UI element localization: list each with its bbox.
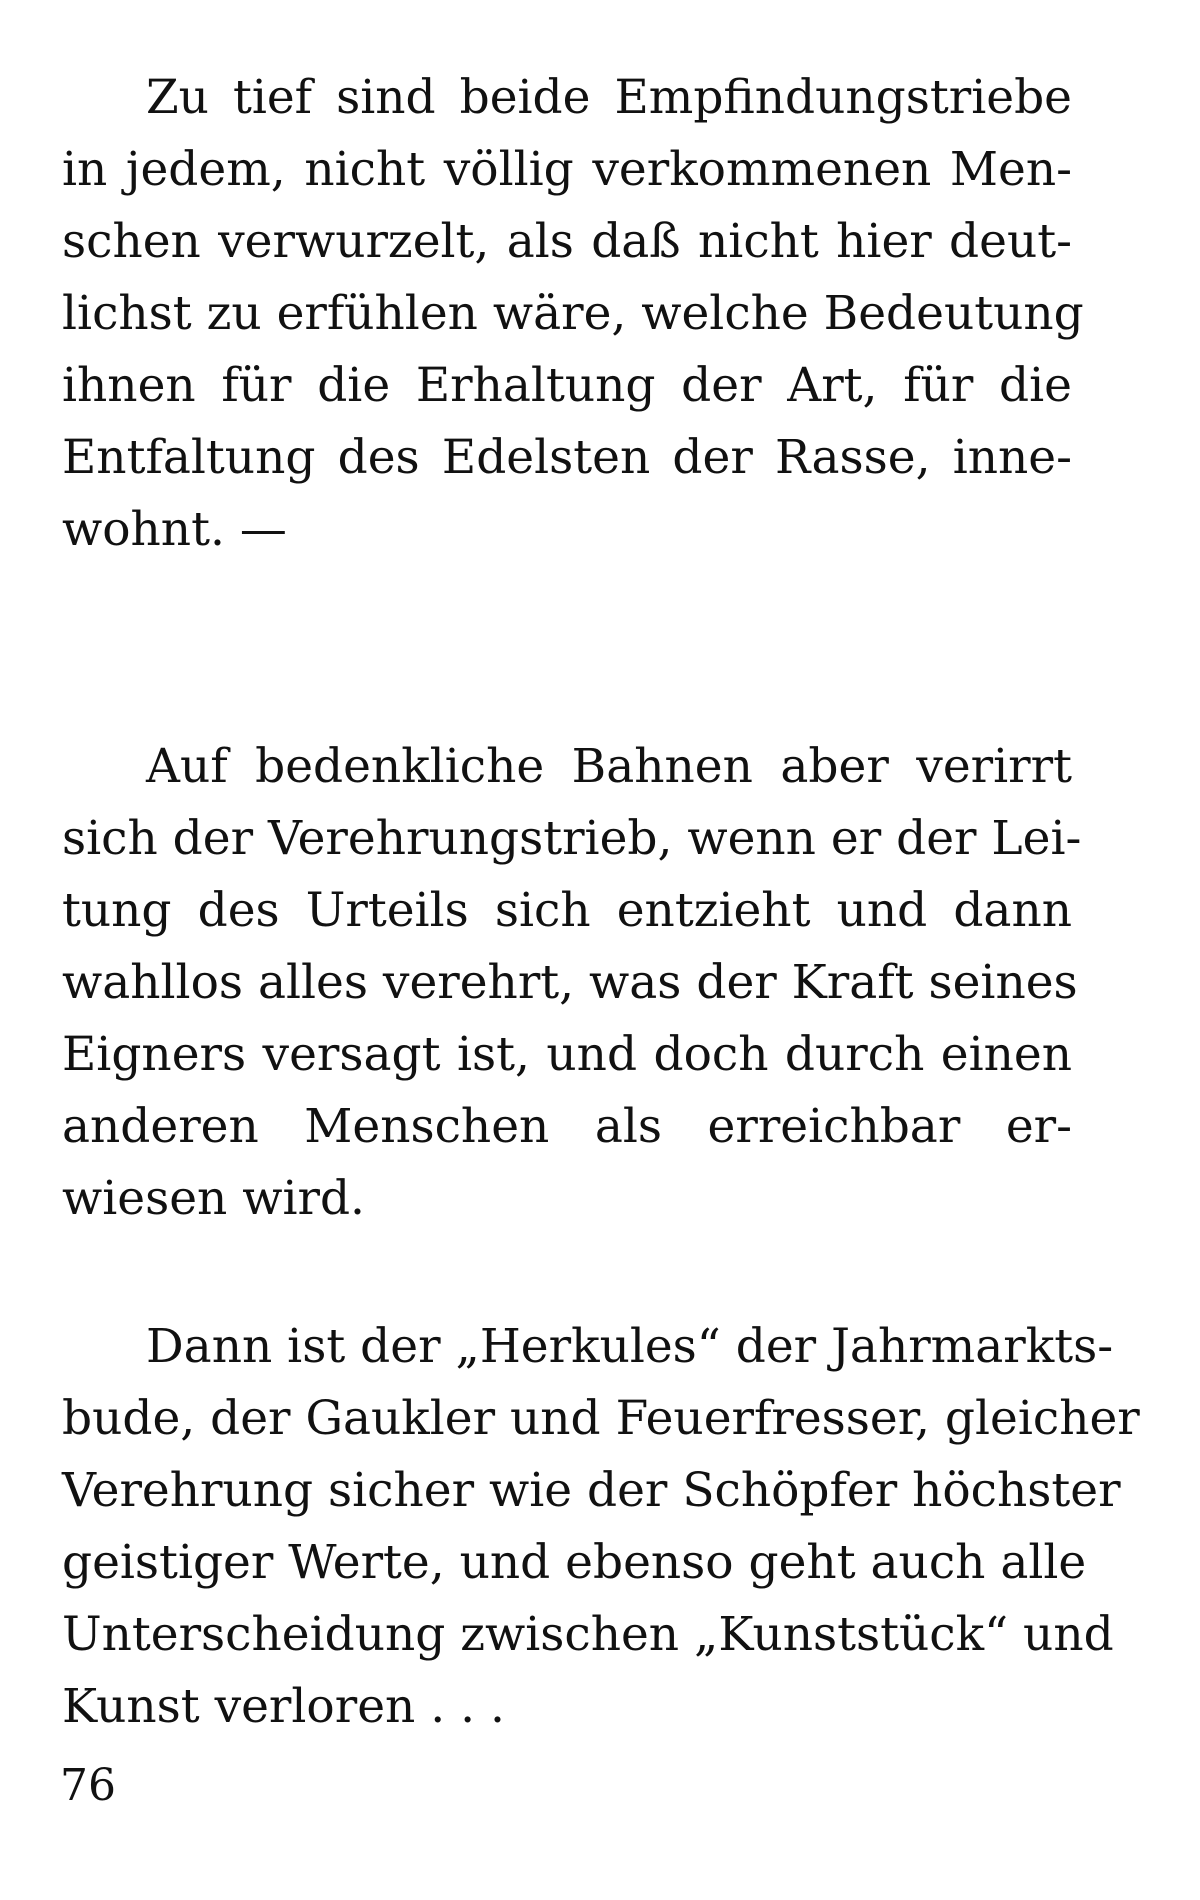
text-line: Entfaltung des Edelsten der Rasse, inne- — [62, 430, 1072, 485]
text-line: geistiger Werte, und ebenso geht auch alle — [62, 1535, 1087, 1590]
text-line: wiesen wird. — [62, 1171, 365, 1226]
page-number: 76 — [60, 1760, 116, 1811]
text-line: Zu tief sind beide Empfindungstriebe — [146, 70, 1072, 125]
text-line: anderen Menschen als erreichbar er- — [62, 1099, 1072, 1154]
text-line: in jedem, nicht völlig verkommenen Men- — [62, 142, 1072, 197]
paragraph-3 — [62, 1311, 1140, 1743]
text-line: schen verwurzelt, als daß nicht hier deut- — [62, 214, 1072, 269]
paragraph-1 — [62, 62, 1084, 566]
text-line: wahllos alles verehrt, was der Kraft seines — [62, 955, 1078, 1010]
text-line: Unterscheidung zwischen „Kunststück“ und — [62, 1607, 1114, 1662]
text-line: lichst zu erfühlen wäre, welche Bedeutung — [62, 286, 1084, 341]
text-line: bude, der Gaukler und Feuerfresser, gleicher — [62, 1391, 1140, 1446]
text-line: sich der Verehrungstrieb, wenn er der Lei- — [62, 811, 1082, 866]
text-line: tung des Urteils sich entzieht und dann — [62, 883, 1072, 938]
text-line: Kunst verloren . . . — [62, 1679, 505, 1734]
text-line: Eigners versagt ist, und doch durch einen — [62, 1027, 1072, 1082]
text-line: wohnt. — — [62, 502, 287, 557]
text-line: ihnen für die Erhaltung der Art, für die — [62, 358, 1072, 413]
paragraph-2 — [62, 731, 1082, 1235]
text-line: Dann ist der „Herkules“ der Jahrmarkts- — [146, 1319, 1114, 1374]
text-line: Verehrung sicher wie der Schöpfer höchster — [62, 1463, 1121, 1518]
text-line: Auf bedenkliche Bahnen aber verirrt — [146, 739, 1072, 794]
